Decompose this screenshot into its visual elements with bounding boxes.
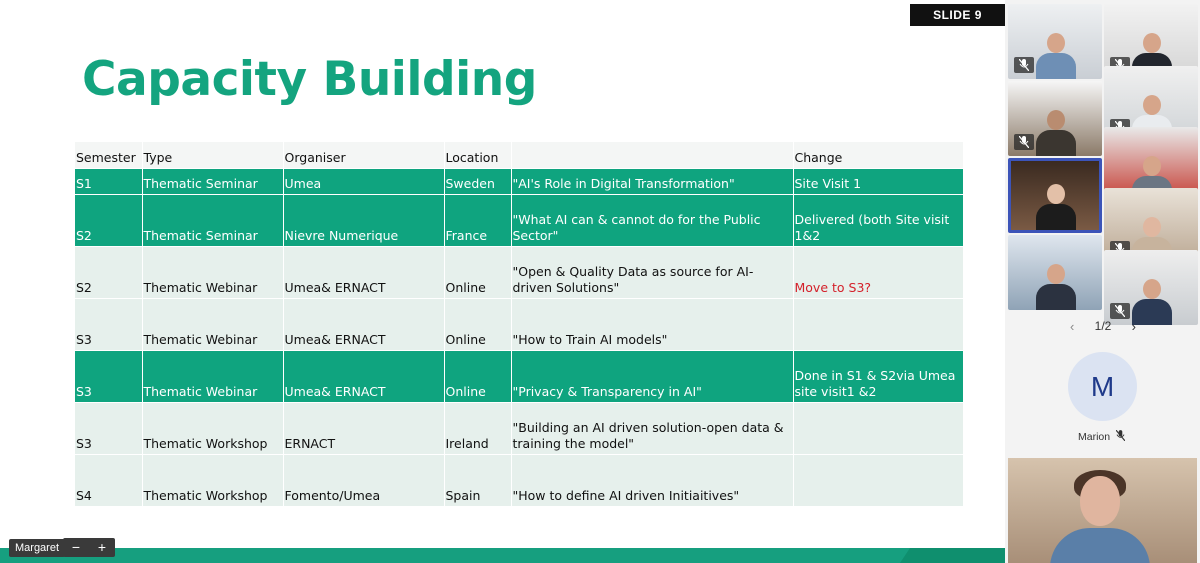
participant-tile[interactable] bbox=[1104, 250, 1198, 325]
self-video-view[interactable] bbox=[1008, 458, 1197, 563]
cell-topic: "Privacy & Transparency in AI" bbox=[511, 350, 793, 402]
slide-footer-stripe bbox=[0, 548, 1005, 563]
cell-topic: "AI's Role in Digital Transformation" bbox=[511, 168, 793, 194]
prev-page-icon[interactable]: ‹ bbox=[1070, 318, 1075, 334]
participant-tile-active-speaker[interactable] bbox=[1008, 158, 1102, 233]
participant-video bbox=[1032, 33, 1078, 79]
mic-muted-icon bbox=[1014, 57, 1034, 73]
cell-topic: "How to define AI driven Initiaitives" bbox=[511, 454, 793, 506]
participant-tile[interactable] bbox=[1008, 235, 1102, 310]
cell-change: Delivered (both Site visit 1&2 bbox=[793, 194, 963, 246]
participant-pager bbox=[1070, 316, 1136, 336]
mic-muted-icon bbox=[1116, 430, 1125, 444]
header-topic bbox=[511, 142, 793, 168]
table-row bbox=[75, 454, 963, 506]
cell-organiser: Umea& ERNACT bbox=[283, 298, 444, 350]
participant-avatar[interactable]: M bbox=[1068, 352, 1137, 421]
cell-location: Ireland bbox=[444, 402, 511, 454]
cell-semester: S3 bbox=[75, 298, 142, 350]
slide-number-badge: SLIDE 9 bbox=[910, 4, 1005, 26]
cell-topic: "What AI can & cannot do for the Public Sector" bbox=[511, 194, 793, 246]
cell-type: Thematic Webinar bbox=[142, 298, 283, 350]
table-header-row bbox=[75, 142, 963, 168]
presenter-name-tag: Margaret bbox=[9, 539, 65, 557]
cell-semester: S4 bbox=[75, 454, 142, 506]
header-location: Location bbox=[444, 142, 511, 168]
cell-change bbox=[793, 298, 963, 350]
cell-semester: S3 bbox=[75, 402, 142, 454]
cell-location: Online bbox=[444, 246, 511, 298]
cell-type: Thematic Seminar bbox=[142, 168, 283, 194]
cell-topic: "How to Train AI models" bbox=[511, 298, 793, 350]
slide-title: Capacity Building bbox=[82, 52, 537, 107]
cell-change: Move to S3? bbox=[793, 246, 963, 298]
table-row bbox=[75, 168, 963, 194]
cell-type: Thematic Webinar bbox=[142, 246, 283, 298]
participant-name-row bbox=[1078, 430, 1125, 444]
cell-change bbox=[793, 454, 963, 506]
header-semester: Semester bbox=[75, 142, 142, 168]
cell-location: France bbox=[444, 194, 511, 246]
cell-type: Thematic Workshop bbox=[142, 454, 283, 506]
table-row bbox=[75, 246, 963, 298]
table-row bbox=[75, 298, 963, 350]
participant-tile[interactable] bbox=[1008, 4, 1102, 79]
cell-change: Site Visit 1 bbox=[793, 168, 963, 194]
header-organiser: Organiser bbox=[283, 142, 444, 168]
cell-organiser: Fomento/Umea bbox=[283, 454, 444, 506]
next-page-icon[interactable]: › bbox=[1131, 318, 1136, 334]
footer-accent bbox=[900, 548, 1005, 563]
zoom-control bbox=[63, 538, 115, 557]
header-type: Type bbox=[142, 142, 283, 168]
cell-organiser: Nievre Numerique bbox=[283, 194, 444, 246]
cell-type: Thematic Workshop bbox=[142, 402, 283, 454]
self-video-shoulders bbox=[1050, 528, 1150, 563]
cell-organiser: ERNACT bbox=[283, 402, 444, 454]
participant-video bbox=[1032, 110, 1078, 156]
cell-type: Thematic Webinar bbox=[142, 350, 283, 402]
cell-semester: S2 bbox=[75, 194, 142, 246]
cell-location: Online bbox=[444, 298, 511, 350]
participant-video bbox=[1032, 184, 1078, 230]
self-video-face bbox=[1080, 476, 1120, 526]
cell-organiser: Umea& ERNACT bbox=[283, 246, 444, 298]
cell-topic: "Open & Quality Data as source for AI-driven Solutions" bbox=[511, 246, 793, 298]
cell-organiser: Umea& ERNACT bbox=[283, 350, 444, 402]
zoom-in-button[interactable]: + bbox=[97, 539, 107, 555]
table-row bbox=[75, 402, 963, 454]
cell-change bbox=[793, 402, 963, 454]
participant-name: Marion bbox=[1078, 431, 1111, 443]
cell-location: Spain bbox=[444, 454, 511, 506]
capacity-table bbox=[75, 142, 964, 507]
cell-location: Sweden bbox=[444, 168, 511, 194]
cell-semester: S1 bbox=[75, 168, 142, 194]
page-indicator: 1/2 bbox=[1094, 319, 1112, 333]
participant-tile[interactable] bbox=[1008, 81, 1102, 156]
cell-location: Online bbox=[444, 350, 511, 402]
table-row bbox=[75, 194, 963, 246]
header-change: Change bbox=[793, 142, 963, 168]
zoom-out-button[interactable]: − bbox=[71, 539, 81, 555]
cell-semester: S3 bbox=[75, 350, 142, 402]
participant-video bbox=[1032, 264, 1078, 310]
cell-semester: S2 bbox=[75, 246, 142, 298]
cell-change: Done in S1 & S2via Umea site visit1 &2 bbox=[793, 350, 963, 402]
table-row bbox=[75, 350, 963, 402]
mic-muted-icon bbox=[1014, 134, 1034, 150]
cell-topic: "Building an AI driven solution-open data & training the model" bbox=[511, 402, 793, 454]
cell-type: Thematic Seminar bbox=[142, 194, 283, 246]
cell-organiser: Umea bbox=[283, 168, 444, 194]
